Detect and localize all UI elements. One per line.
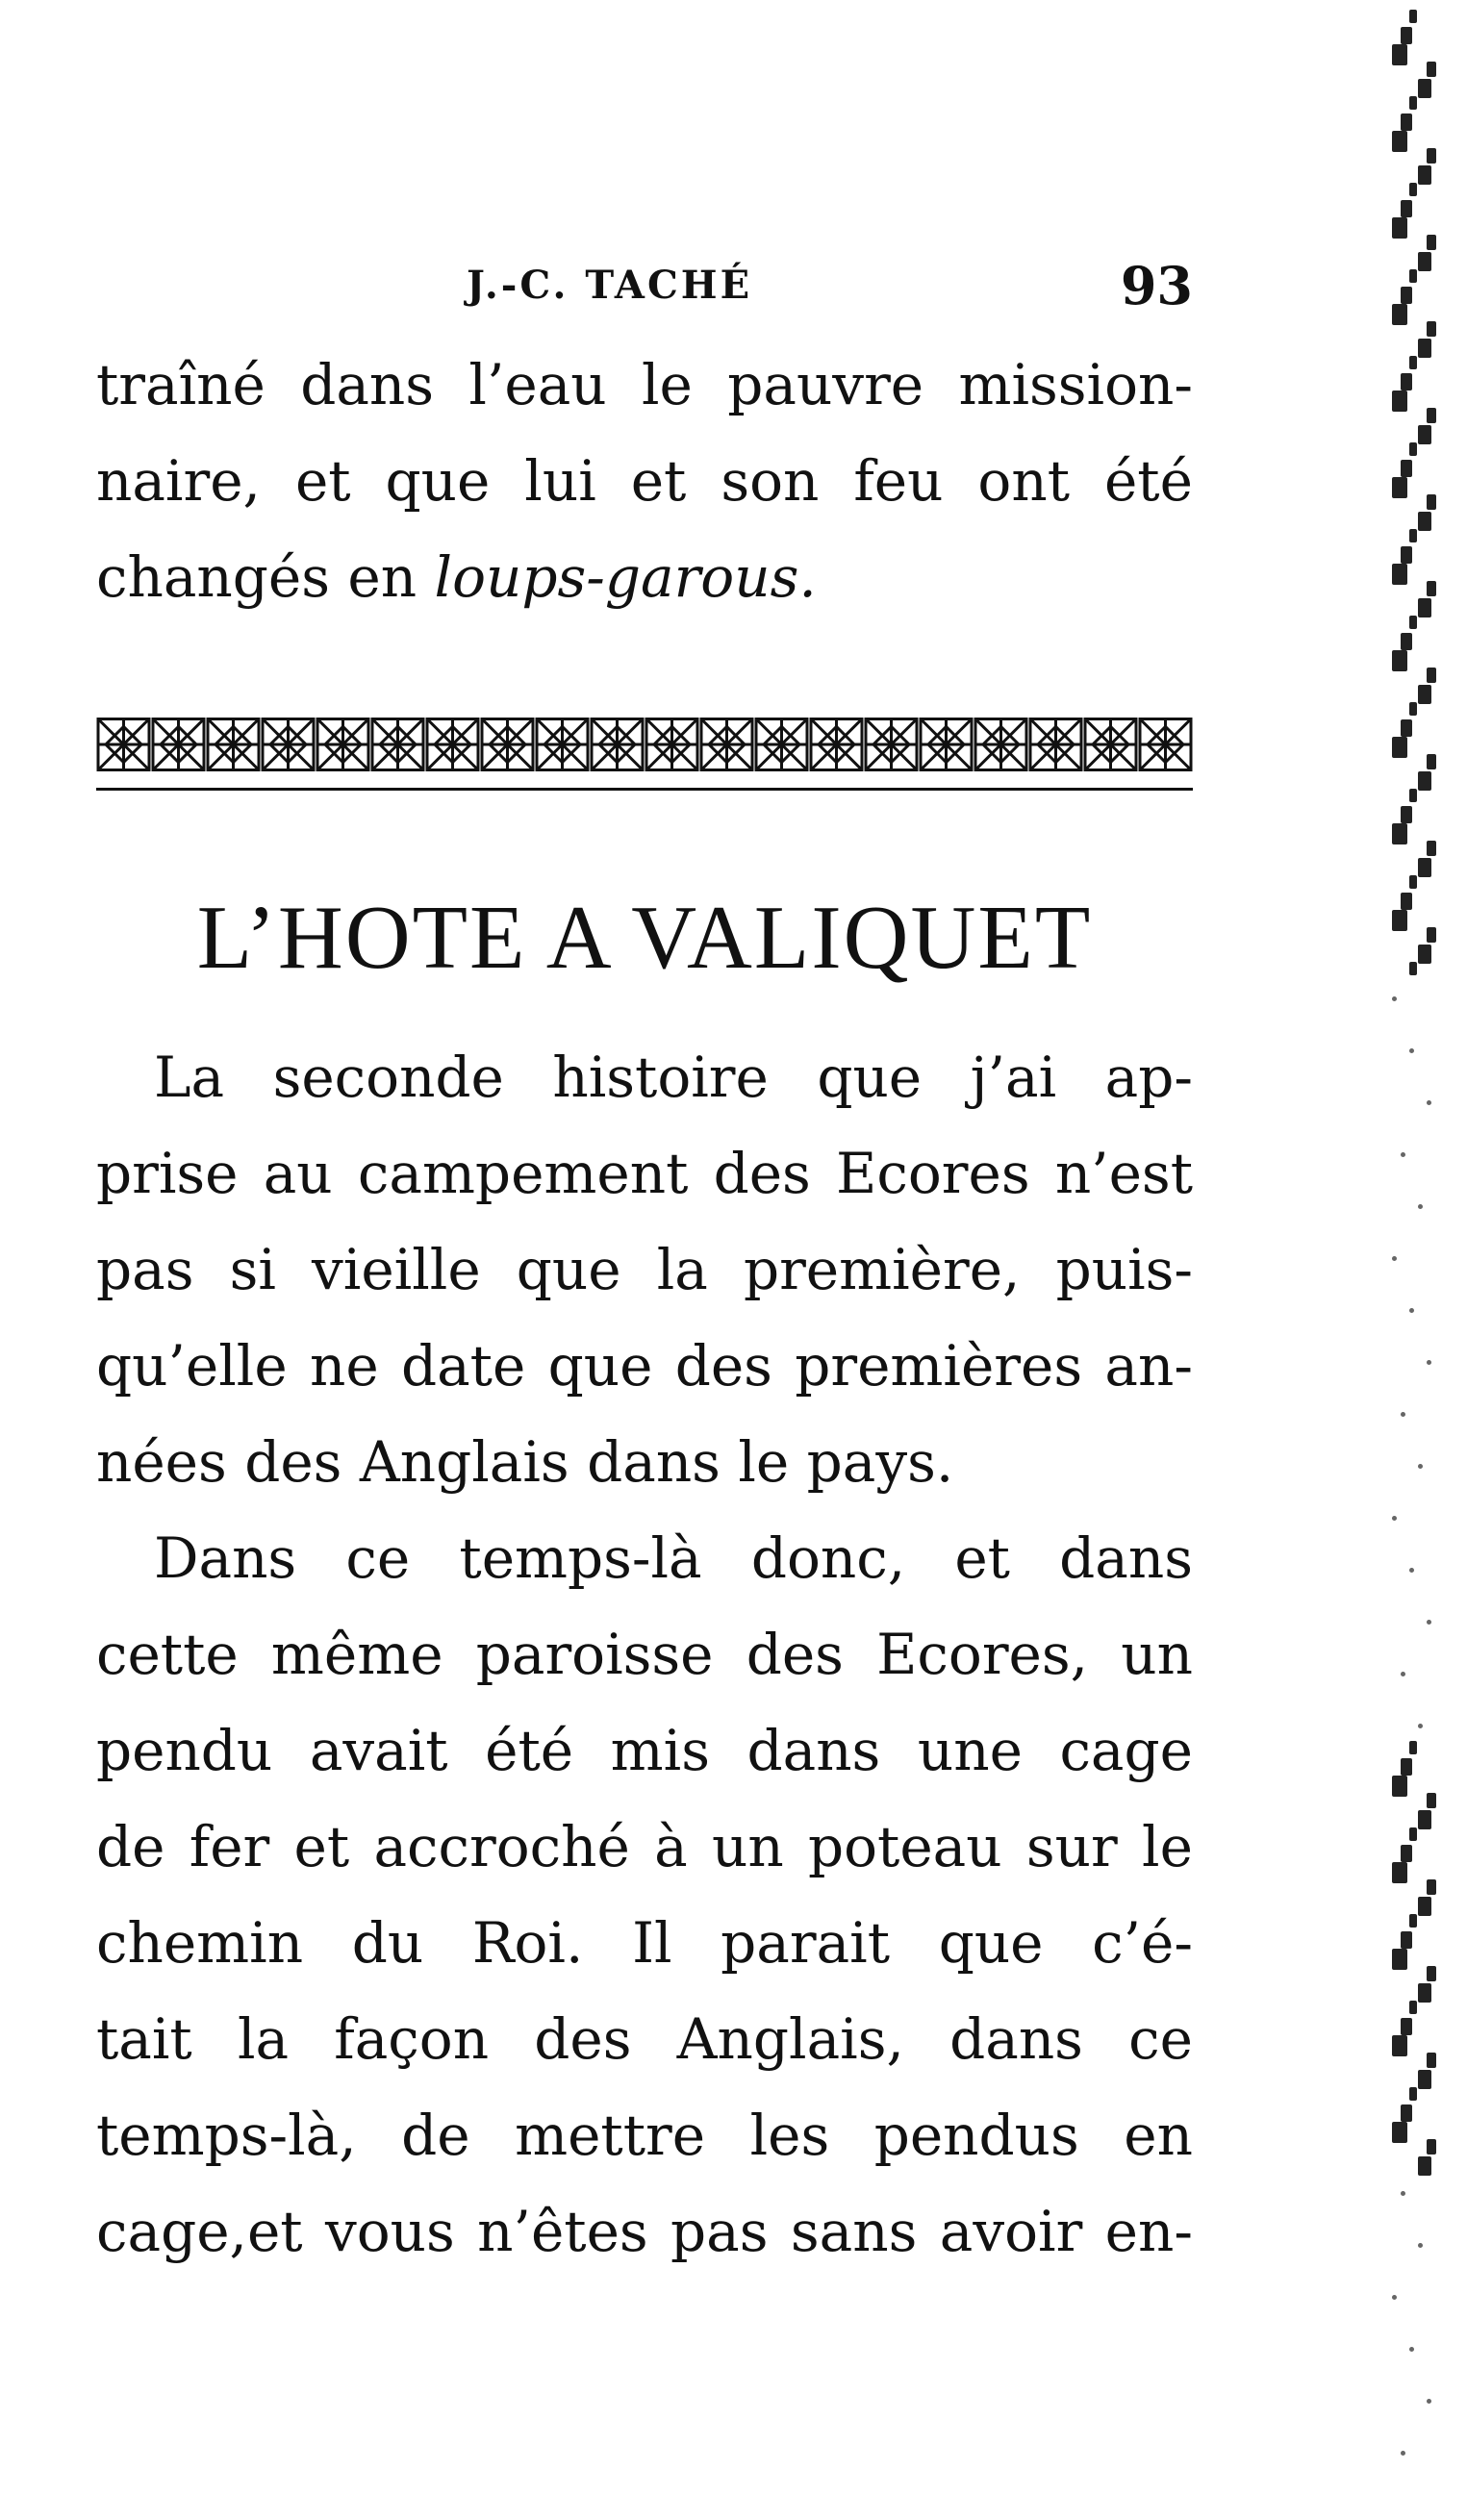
scan-speck: [1427, 408, 1436, 423]
scan-speck: [1418, 1724, 1423, 1728]
word: que: [547, 1333, 653, 1399]
scan-speck: [1409, 96, 1417, 110]
scan-speck: [1427, 1879, 1436, 1895]
scan-speck: [1427, 2053, 1436, 2068]
ornament-band: [96, 707, 1193, 782]
word: ap-: [1104, 1045, 1193, 1110]
scan-speck: [1401, 1931, 1412, 1949]
scan-speck: [1427, 235, 1436, 250]
scan-speck: [1409, 2087, 1417, 2101]
text-line: [96, 1125, 1193, 1222]
scan-speck: [1401, 633, 1412, 650]
text-line: [96, 2183, 1193, 2280]
scan-speck: [1392, 2035, 1407, 2056]
page-number: 93: [1120, 255, 1193, 316]
word: Roi.: [471, 1910, 584, 1976]
scan-speck: [1418, 252, 1431, 271]
text-fragment: changés en: [96, 544, 435, 610]
word: l’eau: [468, 352, 607, 417]
ornament-motif: [866, 719, 917, 770]
scan-speck: [1418, 425, 1431, 444]
word: à: [654, 1814, 688, 1879]
scan-speck: [1392, 304, 1407, 325]
text-line: [96, 1702, 1193, 1799]
running-head: J.-C. TACHÉ: [467, 263, 753, 308]
scan-speck: [1427, 321, 1436, 337]
scan-speck: [1427, 1966, 1436, 1981]
ornament-motif: [372, 719, 423, 770]
scan-speck: [1418, 2156, 1431, 2176]
scan-speck: [1418, 1897, 1431, 1916]
ornament-motif: [975, 719, 1026, 770]
word: que: [516, 1237, 621, 1302]
scan-speck: [1418, 165, 1431, 185]
word: dans: [300, 352, 435, 417]
word: histoire: [552, 1045, 769, 1110]
scan-speck: [1392, 1949, 1407, 1970]
word: puis-: [1055, 1237, 1193, 1302]
scan-speck: [1418, 945, 1431, 964]
scan-speck: [1401, 2191, 1405, 2196]
word: pas: [670, 2199, 769, 2264]
word: date: [400, 1333, 526, 1399]
word: dans: [746, 1718, 881, 1783]
word: paroisse: [475, 1622, 714, 1687]
word: c’é-: [1092, 1910, 1193, 1976]
scan-speck: [1427, 754, 1436, 769]
section-title: L’HOTE A VALIQUET: [196, 888, 1093, 988]
scan-speck: [1401, 200, 1412, 217]
word: des: [674, 1333, 772, 1399]
scan-speck: [1418, 2243, 1423, 2248]
scan-speck: [1401, 287, 1412, 304]
word: les: [749, 2103, 830, 2168]
star-lattice-ornament-icon: [96, 707, 1193, 803]
text-line: [96, 1414, 1193, 1510]
text-line: [96, 337, 1193, 433]
scan-speck: [1409, 1048, 1414, 1053]
word: ce: [1128, 2006, 1193, 2072]
ornament-motif: [592, 719, 643, 770]
word: fer: [189, 1814, 270, 1879]
word: campement: [357, 1141, 689, 1206]
scan-speck: [1392, 823, 1407, 844]
scan-speck: [1418, 685, 1431, 704]
scan-speck: [1392, 910, 1407, 931]
word: n’êtes: [477, 2199, 648, 2264]
word: Il: [632, 1910, 672, 1976]
scan-speck: [1401, 1152, 1405, 1157]
scan-speck: [1409, 616, 1417, 629]
binding-edge: [1366, 0, 1467, 2520]
scan-speck: [1401, 460, 1412, 477]
word: que: [385, 448, 491, 514]
word: première,: [743, 1237, 1021, 1302]
scan-speck: [1401, 1845, 1412, 1862]
scan-speck: [1409, 1827, 1417, 1841]
scan-speck: [1418, 512, 1431, 531]
word: des: [534, 2006, 632, 2072]
word: un: [1121, 1622, 1193, 1687]
word: un: [711, 1814, 784, 1879]
word: chemin: [96, 1910, 304, 1976]
scan-speck: [1392, 996, 1397, 1001]
word: poteau: [807, 1814, 1002, 1879]
scan-speck: [1418, 1983, 1431, 2003]
scan-speck: [1409, 1914, 1417, 1928]
scan-speck: [1427, 2399, 1431, 2404]
ornament-motif: [701, 719, 752, 770]
ornament-motif: [427, 719, 478, 770]
scan-speck: [1427, 494, 1436, 510]
word: qu’elle: [96, 1333, 288, 1399]
continued-paragraph: [96, 337, 1193, 625]
ornament-motif: [811, 719, 862, 770]
word: dans: [949, 2006, 1083, 2072]
text-line: [96, 1029, 1193, 1125]
word: en: [1124, 2103, 1193, 2168]
word: été: [485, 1718, 574, 1783]
word: du: [351, 1910, 424, 1976]
word: que: [938, 1910, 1044, 1976]
word: ne: [309, 1333, 379, 1399]
ornament-motif: [756, 719, 807, 770]
scan-speck: [1409, 702, 1417, 716]
scan-speck: [1401, 27, 1412, 44]
scan-speck: [1392, 1862, 1407, 1883]
scan-speck: [1401, 373, 1412, 391]
scan-speck: [1409, 356, 1417, 369]
text-line: [96, 1222, 1193, 1318]
scan-speck: [1418, 1810, 1431, 1829]
word: donc,: [750, 1525, 906, 1591]
word: feu: [853, 448, 944, 514]
word: parait: [721, 1910, 891, 1976]
scan-speck: [1401, 719, 1412, 737]
word: et: [954, 1525, 1010, 1591]
ornament-motif: [153, 719, 204, 770]
scan-speck: [1418, 858, 1431, 877]
word: mission-: [958, 352, 1193, 417]
scan-speck: [1409, 789, 1417, 802]
word: n’est: [1054, 1141, 1193, 1206]
word: la: [656, 1237, 708, 1302]
word: cette: [96, 1622, 239, 1687]
scan-speck: [1427, 1620, 1431, 1625]
word: des: [713, 1141, 811, 1206]
word: en-: [1104, 2199, 1193, 2264]
scan-speck: [1409, 962, 1417, 975]
scan-speck: [1427, 841, 1436, 856]
word: avait: [309, 1718, 448, 1783]
scan-speck: [1409, 2001, 1417, 2014]
text-line: [96, 1895, 1193, 1991]
word: pendu: [96, 1718, 273, 1783]
scan-speck: [1401, 2104, 1412, 2122]
scan-speck: [1392, 2122, 1407, 2143]
scan-speck: [1409, 183, 1417, 196]
scan-speck: [1392, 650, 1407, 671]
scan-speck: [1409, 442, 1417, 456]
word: de: [96, 1814, 165, 1879]
word: sans: [790, 2199, 918, 2264]
scan-speck: [1392, 1776, 1407, 1797]
text-line: [96, 529, 1193, 625]
scan-speck: [1409, 1568, 1414, 1573]
word: j’ai: [970, 1045, 1057, 1110]
scan-speck: [1418, 1464, 1423, 1469]
scan-speck: [1409, 875, 1417, 889]
word: accroché: [373, 1814, 630, 1879]
ornament-motif: [921, 719, 972, 770]
word: lui: [524, 448, 596, 514]
scan-speck: [1409, 10, 1417, 23]
word: sur: [1025, 1814, 1118, 1879]
word: de: [401, 2103, 470, 2168]
scan-speck: [1418, 339, 1431, 358]
italic-term: loups-garous.: [434, 544, 817, 610]
scan-speck: [1401, 546, 1412, 564]
scan-speck: [1401, 2451, 1405, 2456]
scan-speck: [1409, 1308, 1414, 1313]
text-line: [96, 1510, 1193, 1606]
word: mettre: [515, 2103, 706, 2168]
scan-speck: [1427, 927, 1436, 943]
scan-speck: [1401, 1758, 1412, 1776]
ornament-motif: [1085, 719, 1136, 770]
scan-speck: [1427, 1100, 1431, 1105]
word: traîné: [96, 352, 266, 417]
scan-speck: [1401, 1672, 1405, 1676]
scan-speck: [1401, 806, 1412, 823]
word: des: [746, 1622, 844, 1687]
word: vous: [324, 2199, 455, 2264]
text-line: [96, 433, 1193, 529]
scan-speck: [1409, 1741, 1417, 1754]
word: pauvre: [727, 352, 924, 417]
word: vieille: [312, 1237, 481, 1302]
scan-speck: [1427, 148, 1436, 164]
word: avoir: [939, 2199, 1083, 2264]
scan-speck: [1427, 668, 1436, 683]
scan-speck: [1392, 131, 1407, 152]
word: la: [237, 2006, 290, 2072]
word: le: [642, 352, 693, 417]
scan-speck: [1418, 1204, 1423, 1209]
word: que: [817, 1045, 923, 1110]
ornament-motif: [482, 719, 533, 770]
page-header: [96, 255, 1193, 322]
ornament-motif: [98, 719, 149, 770]
word: au: [263, 1141, 333, 1206]
word: Ecores: [836, 1141, 1030, 1206]
scan-speck: [1427, 1793, 1436, 1808]
scan-speck: [1409, 529, 1417, 542]
word: et: [630, 448, 687, 514]
word: naire,: [96, 448, 261, 514]
word: façon: [334, 2006, 490, 2072]
ornament-motif: [317, 719, 368, 770]
paragraph-2: [96, 1510, 1193, 2280]
scan-speck: [1418, 771, 1431, 791]
paragraph-1: [96, 1029, 1193, 1510]
ornament-rule: [96, 788, 1193, 791]
word: été: [1103, 448, 1193, 514]
word: ont: [977, 448, 1071, 514]
text-fragment: nées des Anglais dans le pays.: [96, 1429, 954, 1495]
scan-speck: [1392, 1516, 1397, 1521]
word: même: [270, 1622, 443, 1687]
scan-speck: [1392, 564, 1407, 585]
word: Dans: [154, 1525, 297, 1591]
scan-speck: [1392, 391, 1407, 412]
scan-speck: [1401, 1412, 1405, 1417]
word: temps-là,: [96, 2103, 357, 2168]
ornament-motif: [208, 719, 259, 770]
word: son: [721, 448, 820, 514]
word: cage,et: [96, 2199, 303, 2264]
word: an-: [1104, 1333, 1193, 1399]
word: le: [1142, 1814, 1193, 1879]
word: cage: [1059, 1718, 1193, 1783]
scan-speck: [1392, 477, 1407, 498]
ornament-motif: [646, 719, 697, 770]
word: premières: [795, 1333, 1083, 1399]
ornament-motif: [1030, 719, 1081, 770]
scan-speck: [1392, 737, 1407, 758]
word: une: [917, 1718, 1023, 1783]
scan-speck: [1392, 2295, 1397, 2300]
text-line: [96, 1991, 1193, 2087]
word: Ecores,: [876, 1622, 1089, 1687]
scan-speck: [1418, 598, 1431, 617]
word: dans: [1059, 1525, 1193, 1591]
ornament-motif: [1140, 719, 1191, 770]
word: prise: [96, 1141, 239, 1206]
scan-speck: [1392, 44, 1407, 65]
scan-speck: [1392, 217, 1407, 239]
word: seconde: [272, 1045, 504, 1110]
word: et: [294, 448, 351, 514]
word: ce: [345, 1525, 411, 1591]
scan-speck: [1401, 113, 1412, 131]
scan-speck: [1401, 2018, 1412, 2035]
scan-speck: [1427, 2139, 1436, 2155]
scan-speck: [1409, 269, 1417, 283]
text-line: [96, 2087, 1193, 2183]
word: pendus: [873, 2103, 1079, 2168]
scan-speck: [1401, 893, 1412, 910]
word: mis: [610, 1718, 710, 1783]
ornament-motif: [263, 719, 314, 770]
word: La: [154, 1045, 225, 1110]
word: pas: [96, 1237, 194, 1302]
text-line: [96, 1799, 1193, 1895]
scan-speck: [1418, 79, 1431, 98]
scan-speck: [1418, 2070, 1431, 2089]
scan-speck: [1409, 2347, 1414, 2352]
scan-speck: [1427, 62, 1436, 77]
ornament-motif: [537, 719, 588, 770]
text-line: [96, 1606, 1193, 1702]
word: si: [229, 1237, 276, 1302]
scan-speck: [1427, 1360, 1431, 1365]
word: tait: [96, 2006, 192, 2072]
word: temps-là: [459, 1525, 702, 1591]
word: et: [293, 1814, 350, 1879]
word: Anglais,: [676, 2006, 904, 2072]
text-line: [96, 1318, 1193, 1414]
scan-speck: [1427, 581, 1436, 596]
scan-speck: [1392, 1256, 1397, 1261]
